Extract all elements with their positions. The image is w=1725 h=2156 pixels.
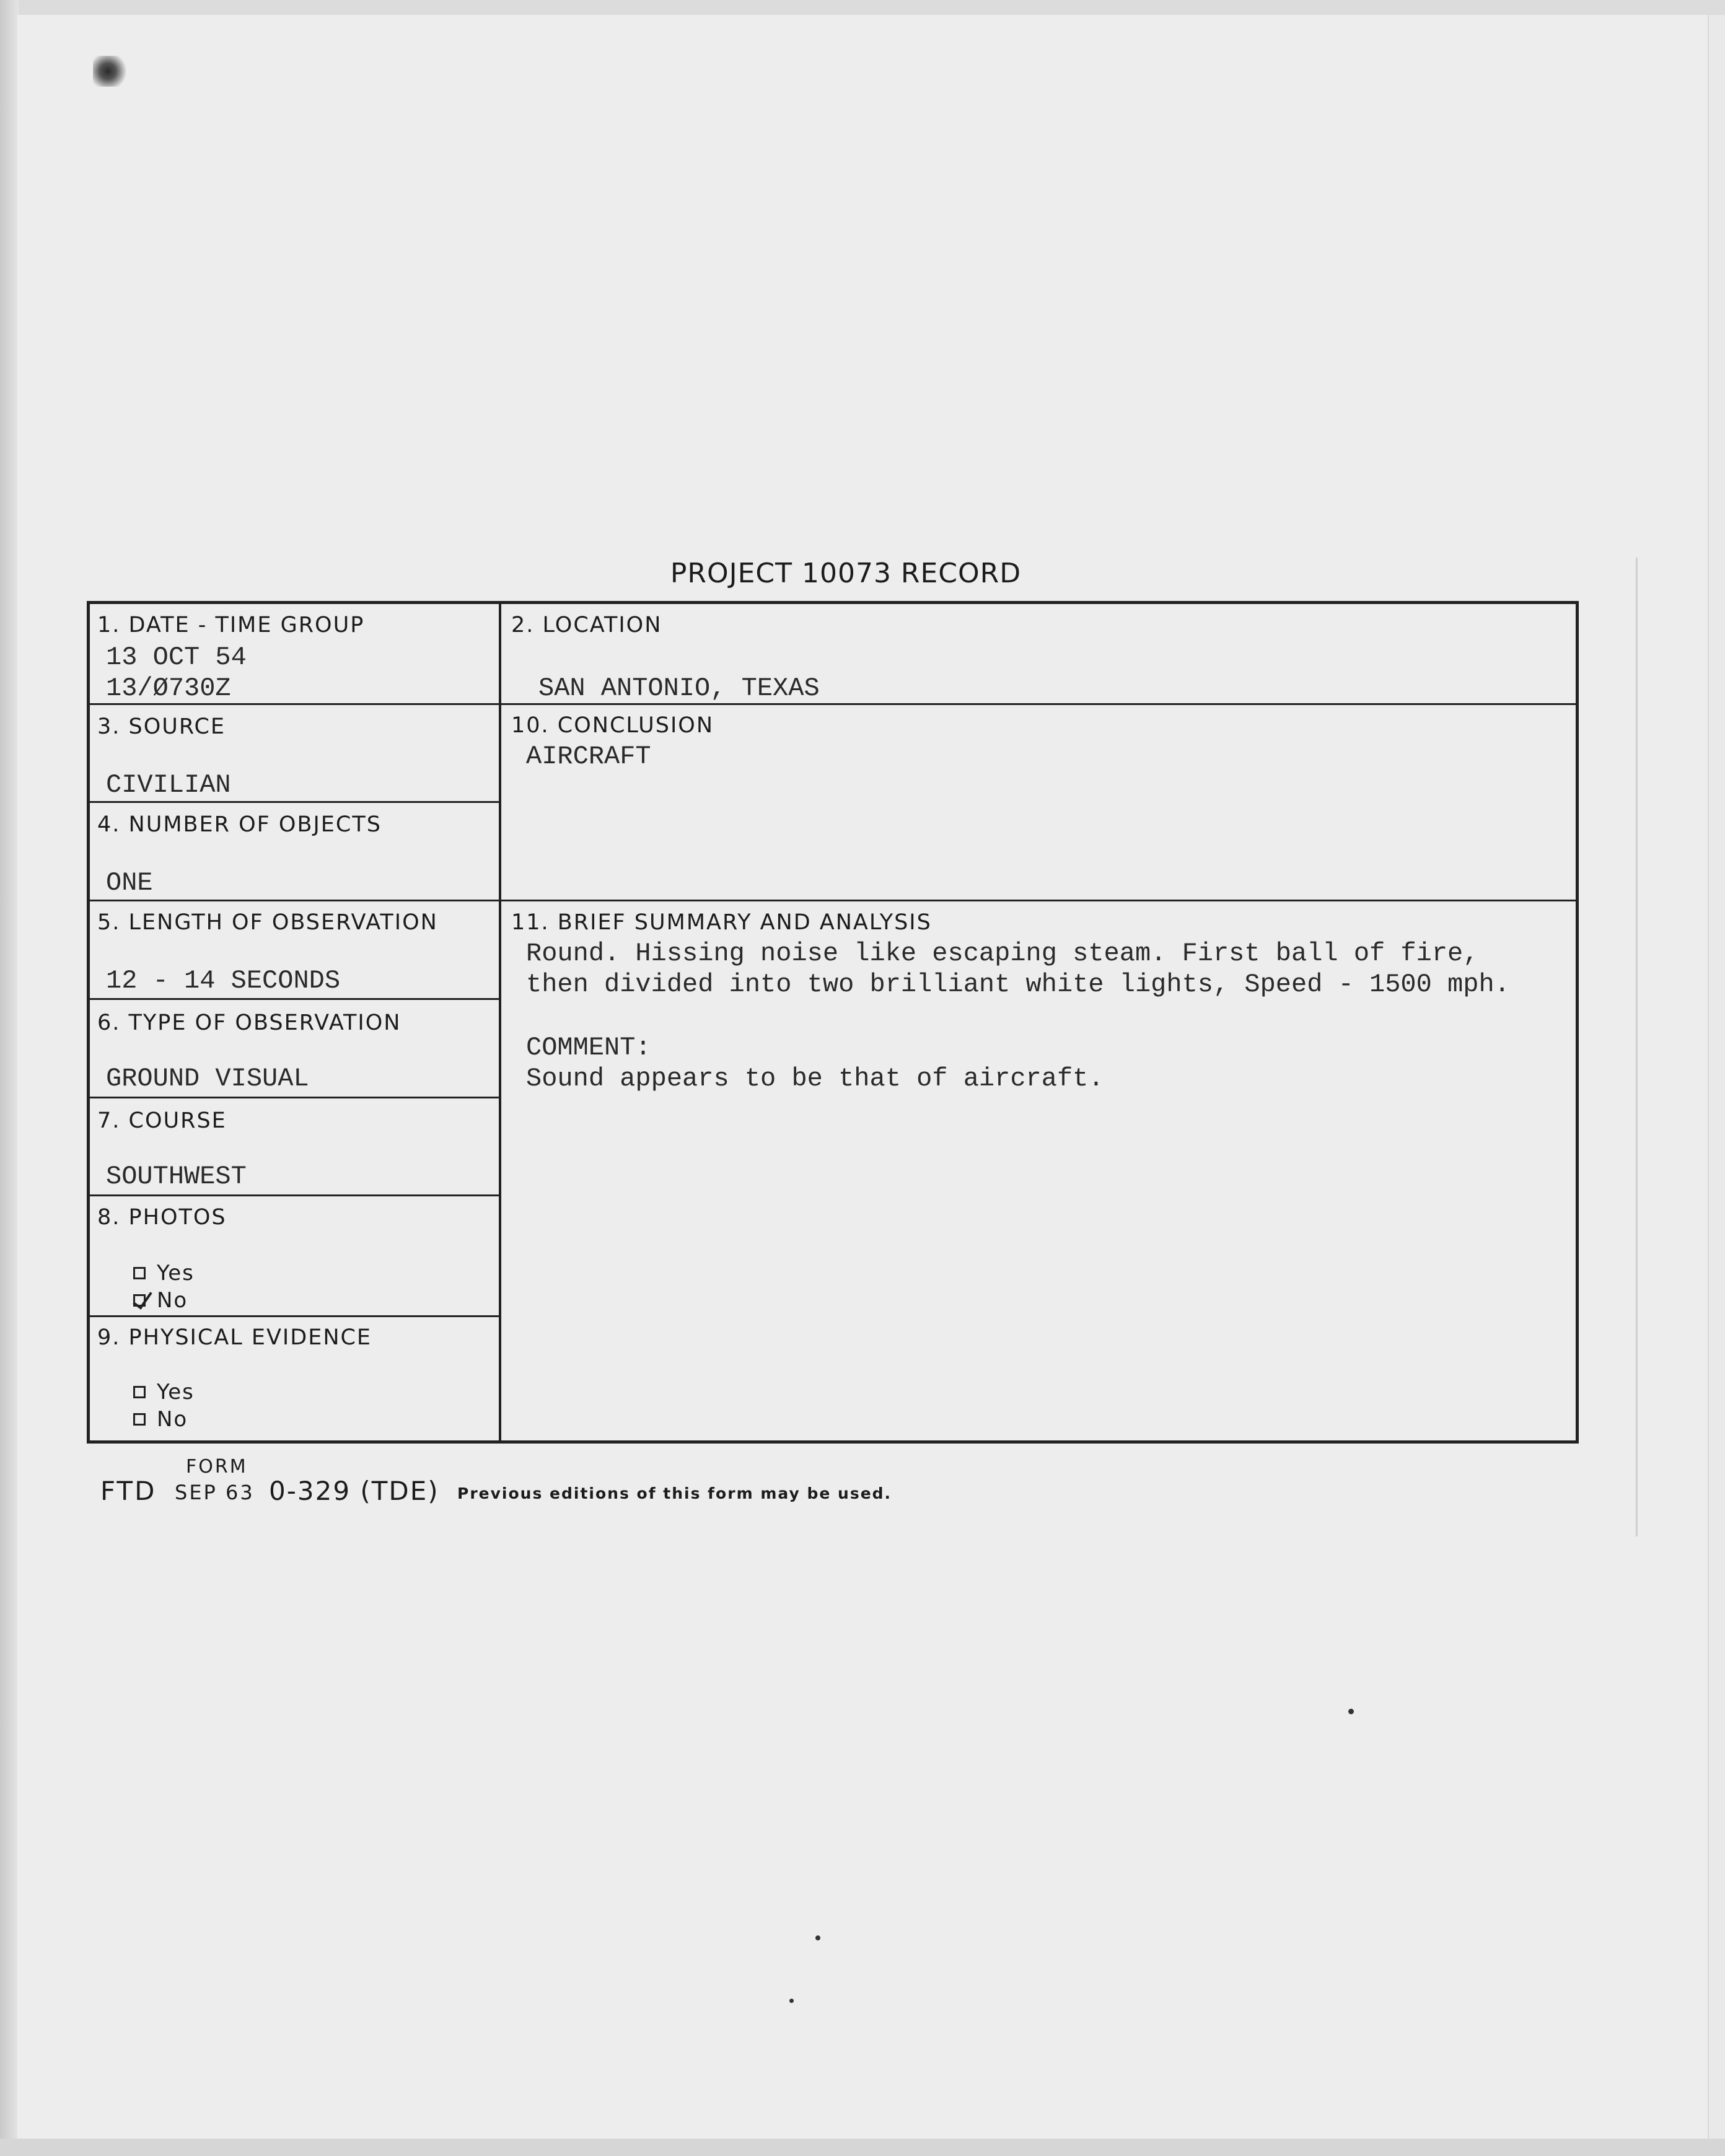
number-of-objects-label: 4. NUMBER OF OBJECTS: [97, 812, 382, 837]
row-divider: [90, 1097, 501, 1098]
footer-date: SEP 63: [175, 1481, 255, 1504]
photos-no-checkbox[interactable]: [133, 1294, 146, 1307]
photos-no-option[interactable]: [133, 1288, 188, 1313]
row-divider: [90, 801, 501, 803]
footer-form-word: FORM: [186, 1456, 248, 1478]
photos-yes-checkbox[interactable]: [133, 1267, 146, 1279]
physical-evidence-yes-option[interactable]: [133, 1380, 195, 1404]
photos-label: 8. PHOTOS: [97, 1205, 227, 1230]
length-of-observation-value: 12 - 14 SECONDS: [106, 966, 341, 996]
type-of-observation-label: 6. TYPE OF OBSERVATION: [97, 1010, 402, 1035]
comment-label: COMMENT:: [526, 1033, 651, 1063]
photos-yes-option[interactable]: [133, 1261, 195, 1286]
location-value: SAN ANTONIO, TEXAS: [538, 673, 820, 703]
type-of-observation-value: GROUND VISUAL: [106, 1064, 309, 1093]
physical-evidence-yes-checkbox[interactable]: [133, 1386, 146, 1398]
time-value: 13/Ø730Z: [106, 673, 231, 703]
speck: [815, 1935, 820, 1940]
speck: [1348, 1709, 1354, 1714]
row-divider: [90, 1315, 501, 1317]
length-of-observation-label: 5. LENGTH OF OBSERVATION: [97, 910, 438, 935]
footer-form-number: 0-329 (TDE): [269, 1476, 439, 1506]
row-divider: [90, 900, 1577, 901]
physical-evidence-no-checkbox[interactable]: [133, 1413, 146, 1426]
speck: [789, 1999, 794, 2003]
row-divider: [90, 703, 1577, 705]
summary-line-2: then divided into two brilliant white lights, Speed - 1500 mph.: [526, 970, 1510, 999]
photos-yes-label: Yes: [157, 1261, 195, 1286]
summary-line-1: Round. Hissing noise like escaping steam. First ball of fire,: [526, 939, 1479, 968]
row-divider: [90, 1194, 501, 1196]
course-value: SOUTHWEST: [106, 1162, 247, 1191]
row-divider: [90, 998, 501, 1000]
course-label: 7. COURSE: [97, 1108, 227, 1133]
source-value: CIVILIAN: [106, 770, 231, 800]
date-value: 13 OCT 54: [106, 642, 247, 672]
scan-top-edge: [0, 0, 1725, 15]
physical-evidence-label: 9. PHYSICAL EVIDENCE: [97, 1325, 372, 1350]
scan-left-edge: [0, 0, 19, 2156]
footer-prefix: FTD: [100, 1476, 157, 1506]
conclusion-value: AIRCRAFT: [526, 742, 651, 771]
physical-evidence-no-label: No: [157, 1407, 188, 1432]
physical-evidence-yes-label: Yes: [157, 1380, 195, 1404]
date-time-label: 1. DATE - TIME GROUP: [97, 613, 365, 638]
physical-evidence-no-option[interactable]: [133, 1407, 188, 1432]
footer-note: Previous editions of this form may be used.: [457, 1484, 892, 1502]
photos-no-label: No: [157, 1288, 188, 1313]
scan-fold-line: [1636, 558, 1638, 1536]
comment-text: Sound appears to be that of aircraft.: [526, 1064, 1104, 1093]
summary-label: 11. BRIEF SUMMARY AND ANALYSIS: [511, 910, 932, 935]
scan-bottom-edge: [0, 2139, 1725, 2156]
source-label: 3. SOURCE: [97, 714, 226, 739]
document-title: PROJECT 10073 RECORD: [670, 558, 1022, 589]
staple-mark: [93, 56, 130, 87]
conclusion-label: 10. CONCLUSION: [511, 713, 714, 738]
location-label: 2. LOCATION: [511, 613, 662, 638]
record-form: [87, 601, 1579, 1444]
number-of-objects-value: ONE: [106, 868, 153, 898]
